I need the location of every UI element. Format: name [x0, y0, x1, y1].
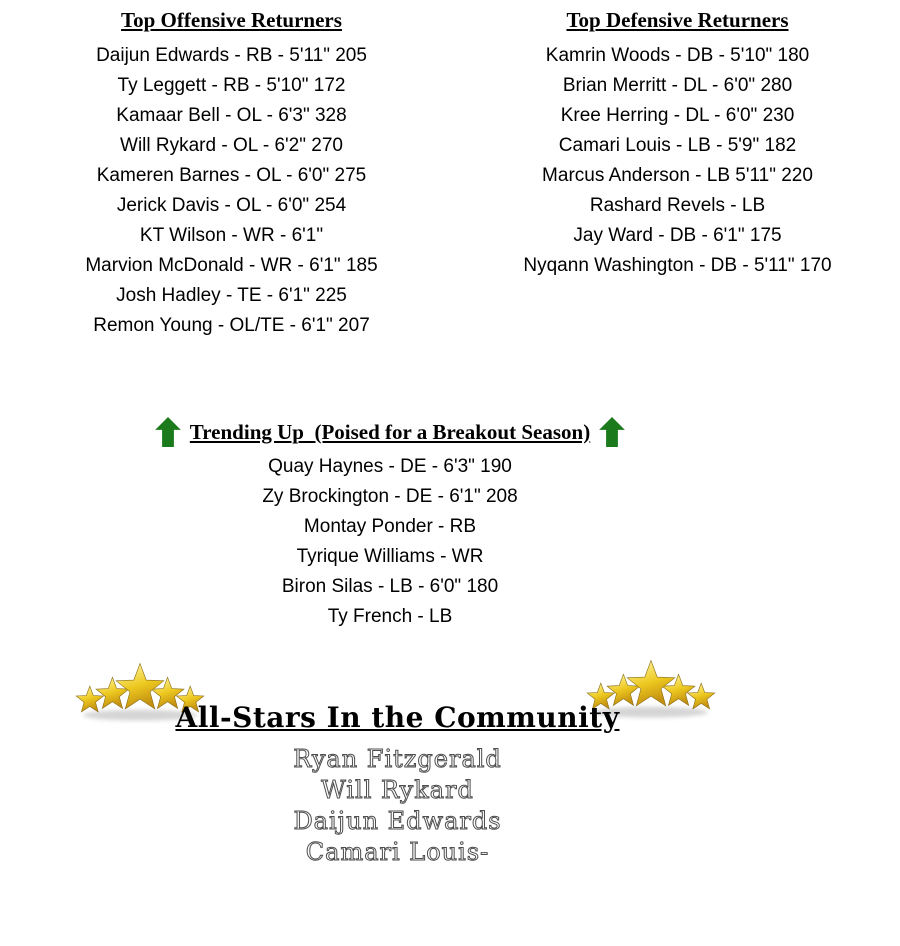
trending-player-list: [0, 452, 780, 632]
offensive-returners-title: Top Offensive Returners: [121, 8, 342, 32]
offensive-player-list: [44, 41, 419, 341]
all-star-name: Ryan Fitzgerald: [293, 745, 502, 773]
defensive-player-list: [490, 41, 865, 281]
all-star-name: Will Rykard: [321, 776, 474, 804]
player-line: KT Wilson - WR - 6'1": [139, 225, 324, 246]
all-star-name: Camari Louis-: [305, 838, 490, 866]
trending-up-header: [0, 417, 780, 447]
player-line: Rashard Revels - LB: [589, 195, 766, 216]
player-line: Camari Louis - LB - 5'9" 182: [558, 135, 797, 156]
player-line: Tyrique Williams - WR: [296, 546, 484, 567]
player-line: Kamrin Woods - DB - 5'10" 180: [545, 45, 810, 66]
up-arrow-icon: [155, 417, 181, 447]
player-line: Will Rykard - OL - 6'2" 270: [120, 135, 343, 156]
player-line: Jerick Davis - OL - 6'0" 254: [116, 195, 347, 216]
player-line: Zy Brockington - DE - 6'1" 208: [262, 486, 518, 507]
player-line: Ty Leggett - RB - 5'10" 172: [117, 75, 346, 96]
player-line: Remon Young - OL/TE - 6'1" 207: [93, 315, 370, 336]
all-stars-title: All-Stars In the Community: [175, 701, 620, 734]
trending-up-section: [0, 417, 780, 632]
player-line: Kamaar Bell - OL - 6'3" 328: [116, 105, 347, 126]
player-line: Brian Merritt - DL - 6'0" 280: [562, 75, 793, 96]
player-line: Quay Haynes - DE - 6'3" 190: [268, 456, 512, 477]
player-line: Ty French - LB: [327, 606, 453, 627]
player-line: Montay Ponder - RB: [303, 516, 477, 537]
all-star-name: Daijun Edwards: [293, 807, 502, 835]
player-line: Marcus Anderson - LB 5'11" 220: [542, 165, 813, 186]
trending-up-title: Trending Up (Poised for a Breakout Season): [189, 419, 591, 444]
player-line: Biron Silas - LB - 6'0" 180: [281, 576, 499, 597]
player-line: Nyqann Washington - DB - 5'11" 170: [523, 255, 832, 276]
defensive-returners-section: [490, 8, 865, 281]
player-line: Marvion McDonald - WR - 6'1" 185: [85, 255, 378, 276]
defensive-returners-title: Top Defensive Returners: [566, 8, 789, 32]
player-line: Kree Herring - DL - 6'0" 230: [560, 105, 795, 126]
all-stars-name-list: [0, 744, 795, 868]
player-line: Josh Hadley - TE - 6'1" 225: [116, 285, 347, 306]
offensive-returners-section: [44, 8, 419, 341]
up-arrow-icon: [599, 417, 625, 447]
player-line: Daijun Edwards - RB - 5'11" 205: [96, 45, 367, 66]
player-line: Jay Ward - DB - 6'1" 175: [573, 225, 782, 246]
player-line: Kameren Barnes - OL - 6'0" 275: [96, 165, 367, 186]
